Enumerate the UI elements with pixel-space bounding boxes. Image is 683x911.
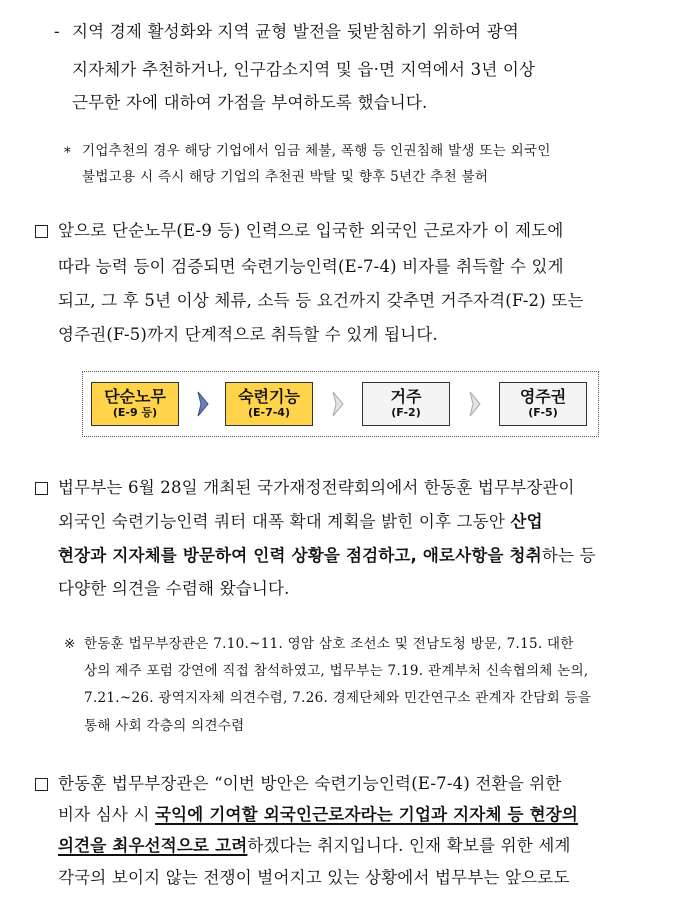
- para2-line-2-text: 외국인 숙련기능인력 쿼터 대폭 확대 계획을 밝힌 이후 그동안: [58, 512, 511, 531]
- intro-line-1: 지역 경제 활성화와 지역 균형 발전을 뒷받침하기 위하여 광역: [72, 22, 520, 41]
- para2-line-3-bold: 현장과 지자체를 방문하여 인력 상황을 점검하고, 애로사항을 청취: [58, 546, 542, 565]
- chevron-right-icon: [332, 391, 344, 417]
- stage-code: (F-5): [528, 406, 558, 419]
- para2-line-3-text: 하는 등: [541, 546, 596, 565]
- para3-line-1: 한동훈 법무부장관은 “이번 방안은 숙련기능인력(E-7-4) 전환을 위한: [58, 774, 562, 793]
- stage-code: (E-9 등): [112, 406, 158, 419]
- note1-line-1: 기업추천의 경우 해당 기업에서 임금 체불, 폭행 등 인권침해 발생 또는 외국인: [82, 143, 551, 159]
- para3-line-2-emphasis: 국익에 기여할 외국인근로자라는 기업과 지자체 등 현장의: [155, 805, 579, 824]
- note1-marker: *: [64, 145, 72, 161]
- intro-dash: -: [54, 22, 60, 41]
- checkbox-bullet-icon: [35, 225, 48, 238]
- para1-line-1: 앞으로 단순노무(E-9 등) 인력으로 입국한 외국인 근로자가 이 제도에: [58, 221, 564, 240]
- intro-line-3: 근무한 자에 대하여 가점을 부여하도록 했습니다.: [72, 93, 428, 112]
- para3-line-2-text: 비자 심사 시: [58, 805, 156, 824]
- note2-line-1: 한동훈 법무부장관은 7.10.~11. 영암 삼호 조선소 및 전남도청 방문, 7.15. 대한: [84, 636, 574, 652]
- checkbox-bullet-icon: [35, 778, 48, 791]
- note1-line-2: 불법고용 시 즉시 해당 기업의 추천권 박탈 및 향후 5년간 추천 불허: [82, 169, 489, 185]
- stage-skilled-worker: [225, 382, 313, 426]
- para2-line-1: 법무부는 6월 28일 개최된 국가재정전략회의에서 한동훈 법무부장관이: [58, 478, 575, 497]
- note2-line-4: 통해 사회 각층의 의견수렴: [84, 718, 245, 734]
- stage-title: 숙련기능: [238, 387, 300, 406]
- stage-code: (E-7-4): [247, 406, 290, 419]
- chevron-right-icon: [197, 391, 209, 417]
- para3-line-3-emphasis: 의견을 최우선적으로 고려: [58, 836, 248, 855]
- stage-permanent-residency: [499, 382, 587, 426]
- stage-title: 거주: [390, 387, 422, 406]
- checkbox-bullet-icon: [35, 482, 48, 495]
- note2-marker: ※: [64, 636, 76, 652]
- intro-line-2: 지자체가 추천하거나, 인구감소지역 및 읍·면 지역에서 3년 이상: [72, 60, 536, 79]
- stage-title: 단순노무: [104, 387, 166, 406]
- para3-line-2: [58, 805, 578, 825]
- para2-line-2-bold: 산업: [510, 512, 543, 531]
- para1-line-4: 영주권(F-5)까지 단계적으로 취득할 수 있게 됩니다.: [58, 325, 438, 344]
- stage-simple-labor: [91, 382, 179, 426]
- visa-progression-diagram: [82, 371, 599, 437]
- para2-line-2: [58, 512, 543, 532]
- note2-line-3: 7.21.~26. 광역지자체 의견수렴, 7.26. 경제단체와 민간연구소 관계자 간담회 등을: [84, 690, 592, 706]
- para3-line-3: [58, 836, 571, 856]
- para3-line-4: 각국의 보이지 않는 전쟁이 벌어지고 있는 상황에서 법무부는 앞으로도: [58, 868, 570, 887]
- para2-line-4: 다양한 의견을 수렴해 왔습니다.: [58, 579, 290, 598]
- stage-code: (F-2): [391, 406, 421, 419]
- para3-line-3-text: 하겠다는 취지입니다. 인재 확보를 위한 세계: [247, 836, 571, 855]
- para2-line-3: [58, 546, 596, 566]
- chevron-right-icon: [469, 391, 481, 417]
- note2-line-2: 상의 제주 포럼 강연에 직접 참석하였고, 법무부는 7.19. 관계부처 신속협의체 논의,: [84, 663, 589, 679]
- stage-title: 영주권: [519, 387, 567, 406]
- para1-line-3: 되고, 그 후 5년 이상 체류, 소득 등 요건까지 갖추면 거주자격(F-2) 또는: [58, 291, 584, 310]
- para1-line-2: 따라 능력 등이 검증되면 숙련기능인력(E-7-4) 비자를 취득할 수 있게: [58, 257, 564, 276]
- stage-residence: [362, 382, 450, 426]
